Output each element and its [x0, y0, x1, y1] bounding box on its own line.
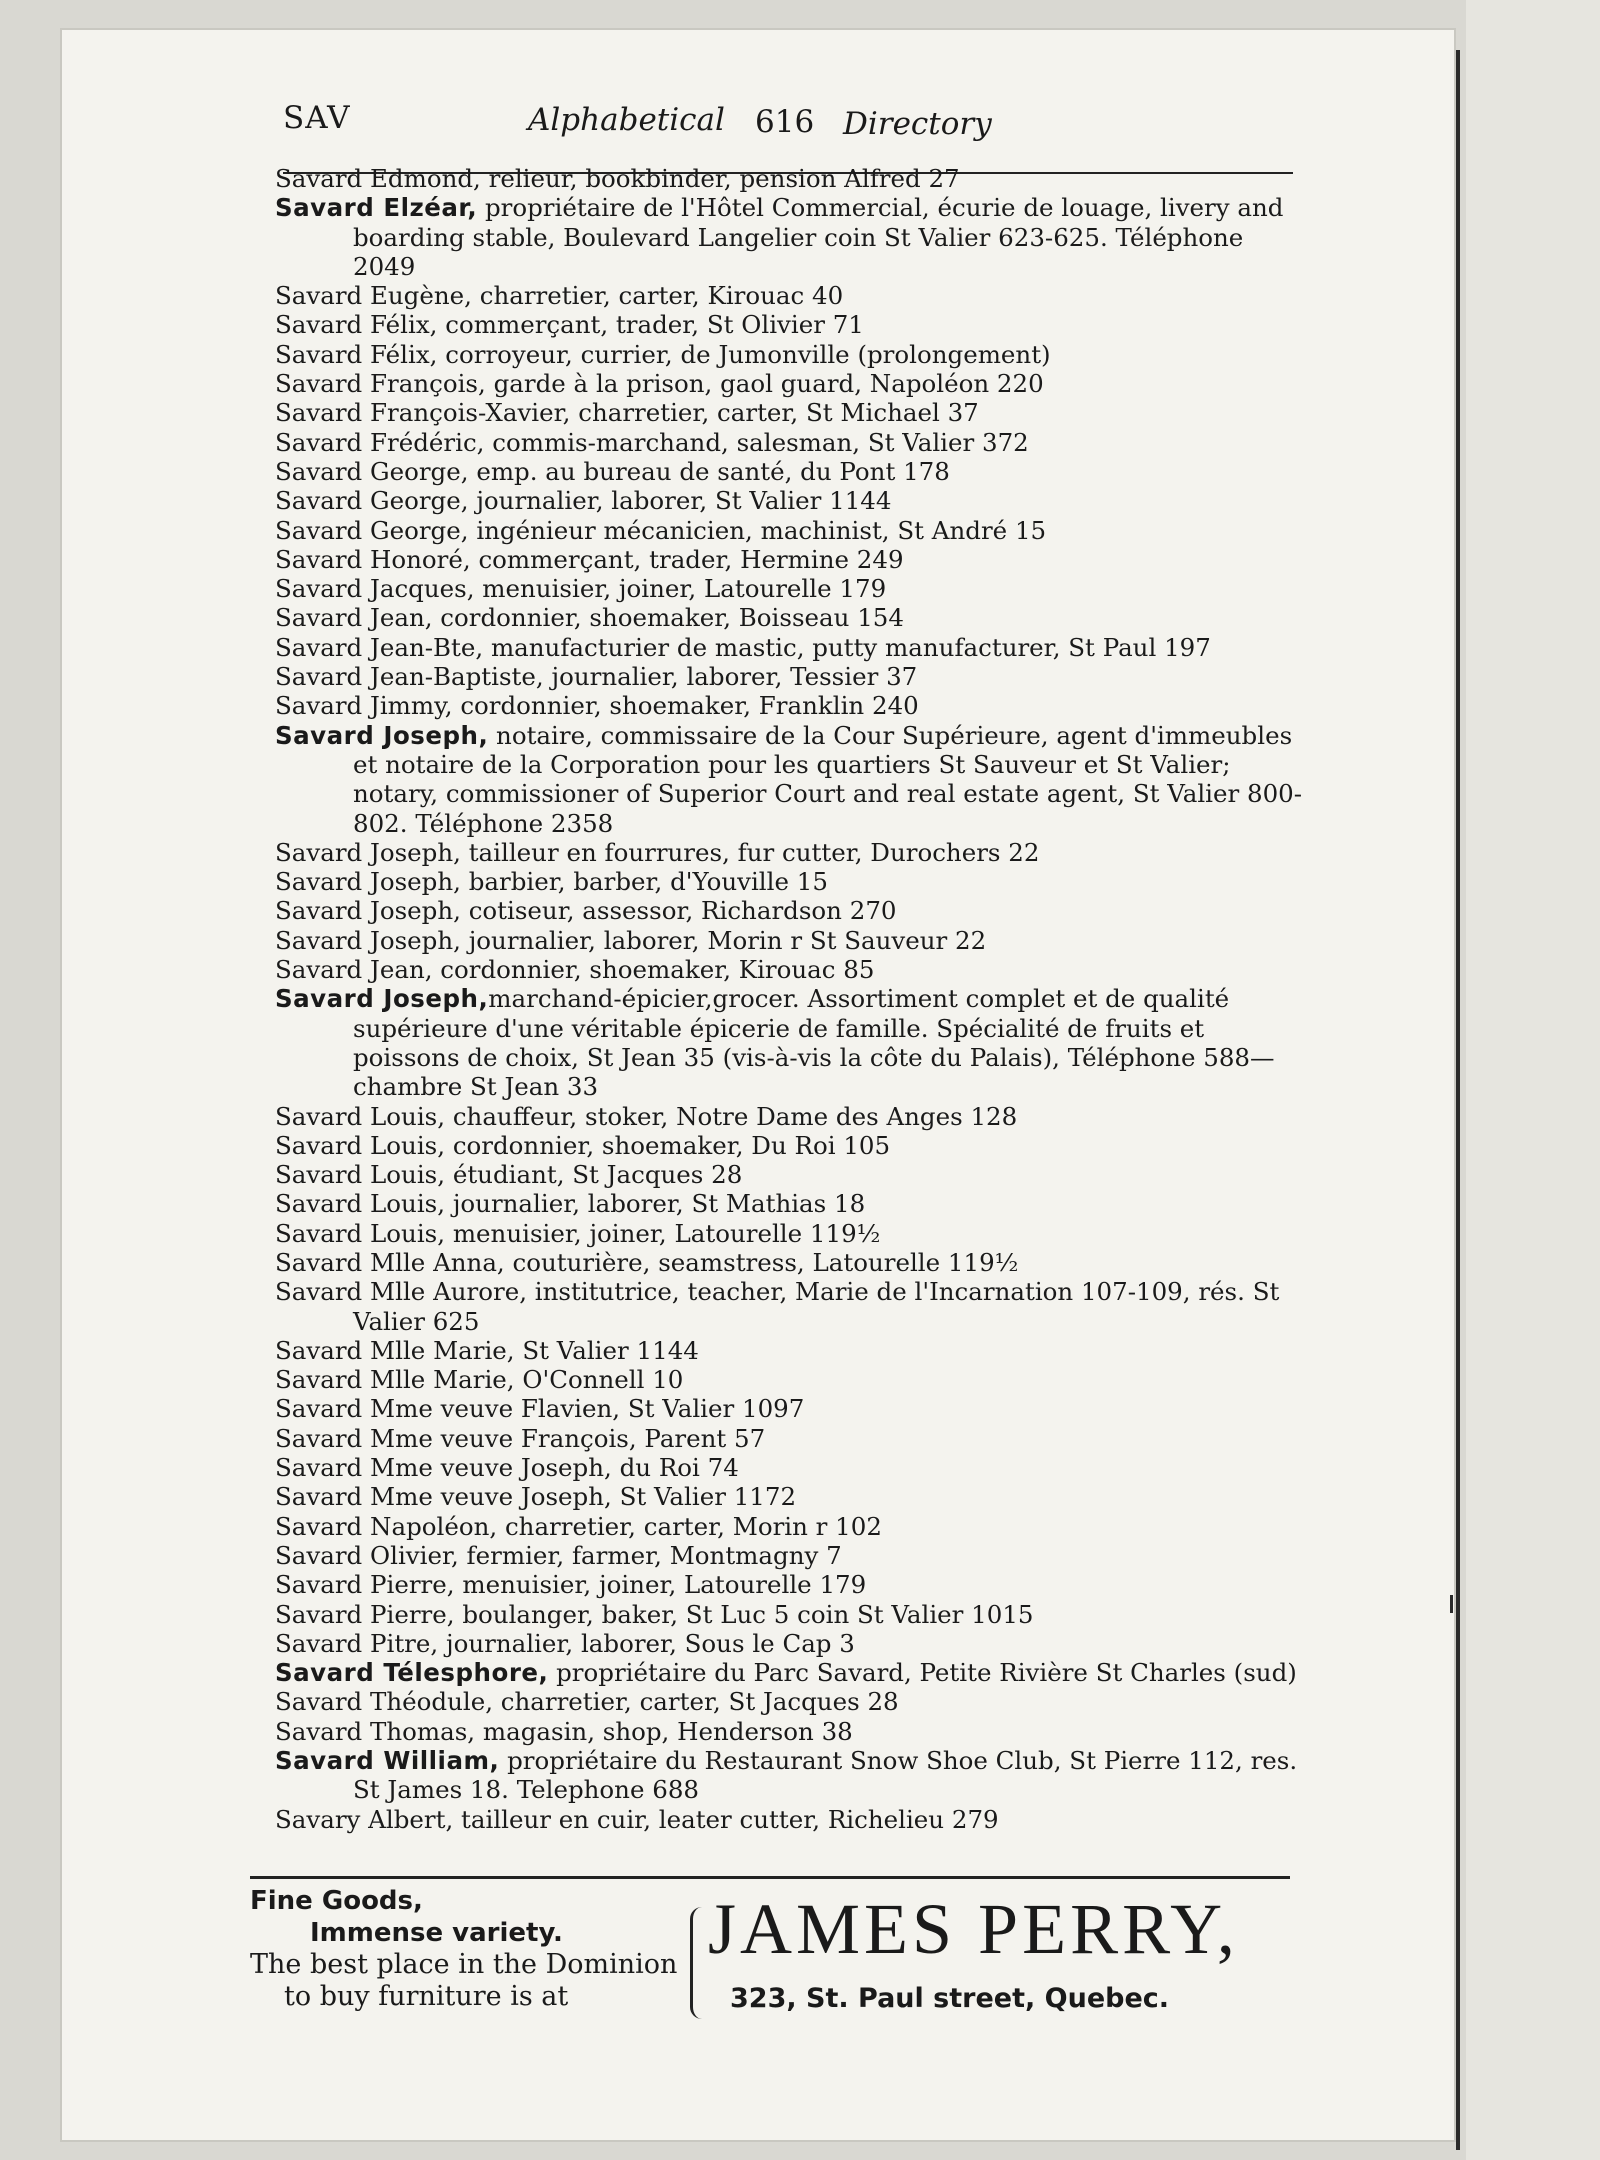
entry-name: Savard Napoléon,	[275, 1511, 498, 1541]
entry-details: tailleur en fourrures, fur cutter, Durochers 22	[460, 837, 1040, 867]
entry-name: Savard Jean,	[275, 603, 433, 633]
entry-name: Savard Thomas,	[275, 1716, 476, 1746]
entry-name: Savard François,	[275, 369, 486, 399]
directory-entry	[275, 603, 1305, 632]
page-header	[283, 96, 1293, 156]
directory-entry	[275, 398, 1305, 427]
directory-entry	[275, 1453, 1305, 1482]
directory-entry	[275, 1277, 1305, 1336]
directory-entry	[275, 457, 1305, 486]
entry-name: Savard Joseph,	[275, 896, 461, 926]
directory-entry	[275, 574, 1305, 603]
directory-entry	[275, 1482, 1305, 1511]
entry-name: Savard Pierre,	[275, 1570, 455, 1600]
entry-name: Savard Théodule,	[275, 1687, 493, 1717]
entry-details: garde à la prison, gaol guard, Napoléon 220	[485, 369, 1044, 399]
entry-details: étudiant, St Jacques 28	[445, 1160, 743, 1190]
page-number: 616	[755, 104, 815, 140]
ad-line-4: to buy furniture is at	[284, 1981, 569, 2012]
directory-entry	[275, 516, 1305, 545]
entry-details: commis-marchand, salesman, St Valier 372	[484, 427, 1029, 457]
entry-details: ingénieur mécanicien, machinist, St André 15	[468, 515, 1047, 545]
entry-name: Savard Pitre,	[275, 1628, 439, 1658]
entry-name: Savard William,	[275, 1746, 500, 1776]
adjacent-page-edge	[1466, 0, 1600, 2160]
entry-name: Savard Mme veuve Joseph,	[275, 1482, 612, 1512]
entry-details: St Valier 1144	[514, 1335, 699, 1365]
header-abbreviation: SAV	[283, 100, 351, 136]
entry-name: Savard Télesphore,	[275, 1658, 549, 1688]
footer-rule	[250, 1876, 1290, 1879]
advertisement	[250, 1885, 1290, 2025]
entry-details: charretier, carter, St Michael 37	[570, 398, 979, 428]
entry-details: journalier, laborer, Sous le Cap 3	[438, 1628, 855, 1658]
directory-entry	[275, 662, 1305, 691]
entry-name: Savard Mme veuve Flavien,	[275, 1394, 621, 1424]
entry-name: Savard Mlle Anna,	[275, 1247, 505, 1277]
entry-name: Savard George,	[275, 456, 469, 486]
entry-details: journalier, laborer, St Mathias 18	[445, 1189, 866, 1219]
entry-details: tailleur en cuir, leater cutter, Richelieu 279	[453, 1804, 999, 1834]
directory-entry	[275, 369, 1305, 398]
entry-details: propriétaire du Parc Savard, Petite Rivière St Charles (sud)	[548, 1658, 1297, 1688]
ad-business-name: JAMES PERRY,	[708, 1889, 1239, 1969]
entry-details: du Roi 74	[611, 1453, 739, 1483]
directory-entry	[275, 164, 1305, 193]
entry-details: propriétaire du Restaurant Snow Shoe Club, St Pierre 112, res. St James 18. Telephone 688	[353, 1746, 1298, 1805]
entry-details: Parent 57	[636, 1423, 766, 1453]
entry-name: Savard Jacques,	[275, 574, 475, 604]
directory-entry	[275, 486, 1305, 515]
entry-details: marchand-épicier,grocer. Assortiment complet et de qualité supérieure d'une véritable épicerie de famille. Spécialité de fruits et poissons de choix, St Jean 35 (vis-à-vis la côte du Palais), Téléphone 588—chambre St Jean 33	[353, 984, 1275, 1102]
ad-line-3: The best place in the Dominion	[250, 1949, 678, 1980]
header-alphabetical: Alphabetical	[528, 102, 725, 138]
entry-details: commerçant, trader, Hermine 249	[470, 544, 904, 574]
directory-entry	[275, 193, 1305, 281]
directory-entry	[275, 1131, 1305, 1160]
entry-details: corroyeur, currier, de Jumonville (prolongement)	[437, 339, 1051, 369]
entry-name: Savard Louis,	[275, 1130, 446, 1160]
ad-tagline	[250, 1885, 690, 2013]
directory-entry	[275, 281, 1305, 310]
directory-entry	[275, 1394, 1305, 1423]
directory-entry	[275, 1629, 1305, 1658]
entry-details: emp. au bureau de santé, du Pont 178	[468, 456, 950, 486]
entry-details: journalier, laborer, Morin r St Sauveur 22	[460, 925, 987, 955]
entry-details: commerçant, trader, St Olivier 71	[437, 310, 864, 340]
directory-entry	[275, 1600, 1305, 1629]
entry-name: Savard Louis,	[275, 1218, 446, 1248]
directory-entry	[275, 1570, 1305, 1599]
entry-details: propriétaire de l'Hôtel Commercial, écurie de louage, livery and boarding stable, Boulevard Langelier coin St Valier 623-625. Téléphone 2049	[353, 193, 1284, 281]
entry-name: Savard Joseph,	[275, 867, 461, 897]
entry-details: charretier, carter, St Jacques 28	[492, 1687, 899, 1717]
entry-details: cordonnier, shoemaker, Boisseau 154	[432, 603, 904, 633]
directory-entry	[275, 1102, 1305, 1131]
header-directory: Directory	[843, 106, 992, 142]
directory-entry	[275, 1687, 1305, 1716]
entry-name: Savard Félix,	[275, 310, 438, 340]
directory-entry	[275, 1336, 1305, 1365]
entry-name: Savard Joseph,	[275, 925, 461, 955]
directory-entry	[275, 340, 1305, 369]
entry-name: Savard Mme veuve François,	[275, 1423, 637, 1453]
entry-name: Savard Jimmy,	[275, 691, 453, 721]
entry-name: Savard Jean,	[275, 955, 433, 985]
entry-details: menuisier, joiner, Latourelle 179	[454, 1570, 867, 1600]
entry-name: Savard Pierre,	[275, 1599, 455, 1629]
directory-entry	[275, 1658, 1305, 1687]
page-binding-edge	[1456, 50, 1460, 2150]
entry-details: barbier, barber, d'Youville 15	[460, 867, 828, 897]
entry-name: Savard François-Xavier,	[275, 398, 571, 428]
directory-entry	[275, 310, 1305, 339]
entry-name: Savard Joseph,	[275, 984, 489, 1014]
entry-details: fermier, farmer, Montmagny 7	[458, 1540, 842, 1570]
entry-details: O'Connell 10	[514, 1365, 684, 1395]
ad-line-1: Fine Goods,	[250, 1886, 423, 1916]
entry-details: charretier, carter, Morin r 102	[497, 1511, 882, 1541]
entry-name: Savard Jean-Bte,	[275, 632, 484, 662]
directory-entry	[275, 838, 1305, 867]
directory-entry	[275, 1365, 1305, 1394]
entry-name: Savard Frédéric,	[275, 427, 485, 457]
ad-address: 323, St. Paul street, Quebec.	[730, 1983, 1170, 2014]
directory-entry	[275, 1512, 1305, 1541]
entry-details: couturière, seamstress, Latourelle 119½	[504, 1247, 1019, 1277]
entry-details: notaire, commissaire de la Cour Supérieure, agent d'immeubles et notaire de la Corporation pour les quartiers St Sauveur et St Valier; notary, commissioner of Superior Court and real estate agent, St Valier 800-802. Téléphone 2358	[353, 720, 1303, 838]
entry-details: charretier, carter, Kirouac 40	[471, 281, 844, 311]
entry-name: Savard Olivier,	[275, 1540, 459, 1570]
entry-details: cordonnier, shoemaker, Franklin 240	[452, 691, 919, 721]
directory-entry	[275, 1160, 1305, 1189]
directory-entry	[275, 867, 1305, 896]
directory-entry	[275, 691, 1305, 720]
entry-name: Savard Mlle Marie,	[275, 1335, 515, 1365]
directory-entry	[275, 1248, 1305, 1277]
entry-details: institutrice, teacher, Marie de l'Incarnation 107-109, rés. St Valier 625	[353, 1277, 1280, 1336]
directory-entry	[275, 896, 1305, 925]
entry-details: journalier, laborer, Tessier 37	[543, 662, 918, 692]
entry-details: cotiseur, assessor, Richardson 270	[460, 896, 897, 926]
entry-name: Savard Félix,	[275, 339, 438, 369]
directory-entry	[275, 545, 1305, 574]
entry-details: cordonnier, shoemaker, Kirouac 85	[432, 955, 875, 985]
entry-name: Savard Elzéar,	[275, 193, 478, 223]
entry-name: Savard Louis,	[275, 1101, 446, 1131]
entry-details: manufacturier de mastic, putty manufacturer, St Paul 197	[483, 632, 1211, 662]
entry-details: journalier, laborer, St Valier 1144	[468, 486, 892, 516]
entry-name: Savard Honoré,	[275, 544, 471, 574]
entry-details: cordonnier, shoemaker, Du Roi 105	[445, 1130, 891, 1160]
entry-name: Savard George,	[275, 486, 469, 516]
directory-entry	[275, 955, 1305, 984]
entry-name: Savard George,	[275, 515, 469, 545]
directory-entry	[275, 721, 1305, 838]
entry-name: Savard Edmond,	[275, 164, 481, 193]
directory-entry	[275, 926, 1305, 955]
directory-entry	[275, 633, 1305, 662]
directory-entries	[275, 164, 1305, 1834]
entry-details: St Valier 1097	[620, 1394, 805, 1424]
entry-name: Savard Mlle Marie,	[275, 1365, 515, 1395]
entry-name: Savard Eugène,	[275, 281, 472, 311]
entry-details: menuisier, joiner, Latourelle 119½	[445, 1218, 881, 1248]
entry-name: Savard Joseph,	[275, 720, 489, 750]
directory-entry	[275, 1805, 1305, 1834]
directory-entry	[275, 1189, 1305, 1218]
directory-entry	[275, 428, 1305, 457]
directory-entry	[275, 1541, 1305, 1570]
entry-name: Savard Mme veuve Joseph,	[275, 1453, 612, 1483]
entry-name: Savard Louis,	[275, 1160, 446, 1190]
entry-details: chauffeur, stoker, Notre Dame des Anges 128	[445, 1101, 1018, 1131]
binding-mark	[1450, 1595, 1469, 1613]
ad-line-2: Immense variety.	[310, 1918, 563, 1948]
entry-details: relieur, bookbinder, pension Alfred 27	[480, 164, 960, 193]
entry-name: Savard Mlle Aurore,	[275, 1277, 527, 1307]
entry-name: Savard Jean-Baptiste,	[275, 662, 544, 692]
entry-details: boulanger, baker, St Luc 5 coin St Valier 1015	[454, 1599, 1034, 1629]
entry-details: St Valier 1172	[611, 1482, 797, 1512]
entry-details: menuisier, joiner, Latourelle 179	[474, 574, 887, 604]
directory-entry	[275, 1219, 1305, 1248]
directory-entry	[275, 984, 1305, 1101]
directory-entry	[275, 1717, 1305, 1746]
entry-name: Savard Joseph,	[275, 837, 461, 867]
directory-entry	[275, 1424, 1305, 1453]
entry-name: Savard Louis,	[275, 1189, 446, 1219]
entry-name: Savary Albert,	[275, 1804, 454, 1834]
entry-details: magasin, shop, Henderson 38	[475, 1716, 853, 1746]
directory-entry	[275, 1746, 1305, 1805]
